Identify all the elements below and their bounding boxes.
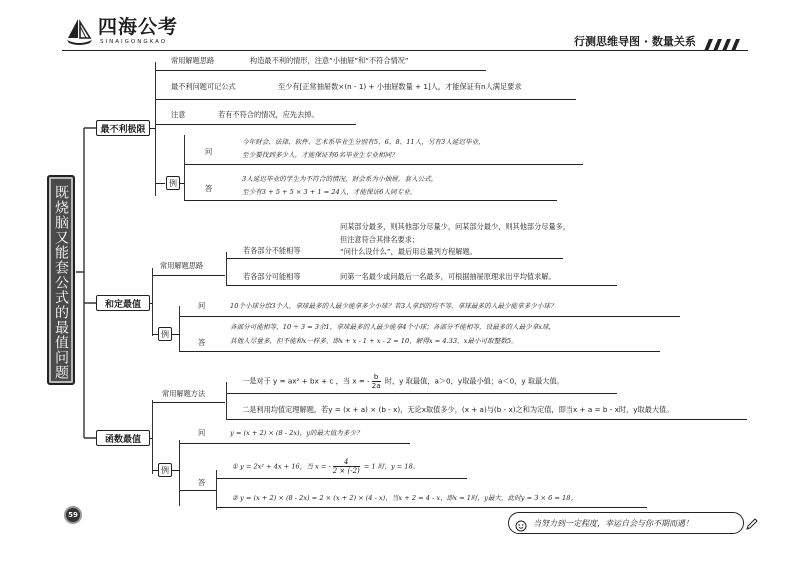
b1-formula-label: 最不利问题可记公式: [171, 82, 236, 91]
b3-answer1-den: 2 × (-2): [332, 467, 360, 475]
b3-answer-label: 答: [198, 478, 206, 487]
b2-thinking-label: 常用解题思路: [160, 261, 204, 270]
b3-answer1-pre: ① y = 2x² + 4x + 16，当 x = -: [232, 462, 331, 471]
b1-thinking-text: 构造最不利的情形，注意“小抽屉”和“不符合情况”: [250, 56, 409, 65]
sidebar-title: 既烧脑又能套公式的最值问题: [53, 185, 69, 380]
b3-answer1-num: 4: [333, 458, 360, 467]
b1-question-line2: 至少要找到多少人，才能保证有6名毕业生专业相同？: [242, 151, 398, 159]
b1-thinking-rule: [156, 70, 486, 71]
b1-answer-line2: 至少有3 + 5 + 5 × 3 + 1 = 24人，才能保证6人同专业。: [242, 188, 417, 196]
b3-method-spine: [226, 382, 227, 420]
b2-case1-rule: [227, 258, 323, 259]
b2-link: [150, 303, 153, 304]
b2-answer-label: 答: [198, 338, 206, 347]
b3-method1-pre: 一是对于 y = ax² + bx + c ，当 x = -: [242, 376, 370, 386]
b1-question-label: 问: [205, 147, 213, 156]
b1-link: [150, 128, 156, 129]
b1-example-spine: [184, 135, 185, 201]
b2-answer-rule: [180, 351, 660, 352]
b2-answer-line2: 其他人尽量多，但不能和x一样多，即x + x - 1 + x - 2 = 10，解得x = 4.33，x最小可取整数5。: [230, 337, 518, 345]
b1-example-tag: 例: [166, 176, 180, 190]
branch-box-worst-case: 最不利极限: [96, 120, 150, 136]
b3-link: [150, 438, 153, 439]
b3-answer2: ② y = (x + 2) × (8 - 2x) = 2 × (x + 2) × (4 - x)，当x + 2 = 4 - x，即x = 1时，y最大，此时y = 3 × 6 = 18。: [232, 494, 578, 502]
b2-thinking-rule: [153, 275, 225, 276]
b1-spine: [155, 62, 156, 196]
b2-answer-line1: 各部分可能相等，10 ÷ 3 = 3余1，拿球最多的人最少能拿4个小球；各部分不能相等，设最多的人最少拿x球，: [230, 323, 556, 331]
b2-question-label: 问: [198, 301, 206, 310]
b1-thinking-label: 常用解题思路: [171, 56, 215, 65]
page-number-badge: [64, 506, 82, 524]
footer-motto: 当努力到一定程度，幸运自会与你不期而遇！: [533, 518, 693, 528]
b1-formula-text: 至少有[正常抽屉数×(n - 1) + 小抽屉数量 + 1]人，才能保证有n人满足要求: [278, 82, 522, 91]
b3-method1-rule: [227, 393, 617, 394]
b1-answer-label: 答: [205, 184, 213, 193]
b3-example-tag: 例: [158, 463, 172, 477]
b1-example-stub: [180, 183, 185, 184]
b3-answer2-rule: [217, 507, 647, 508]
b3-answer1-fraction: [333, 458, 360, 475]
b3-method2-rule: [227, 419, 747, 420]
footer-motto-box: [508, 512, 744, 534]
b3-answer1-rule: [217, 478, 467, 479]
pen-icon: [745, 516, 759, 530]
b2-case2-label: 若各部分可能相等: [243, 272, 301, 281]
section-title: 行测思维导图 · 数量关系: [574, 35, 696, 48]
b2-example-stub: [172, 334, 180, 335]
b2-question-line1: 10个小球分给3个人，拿球最多的人最少能拿多少小球？若3人拿到的均不等，拿球最多的人最少能拿多少小球？: [230, 302, 557, 310]
b3-method1-post: 时，y 取最值，a＞0，y取最小值；a＜0，y 取最大值。: [382, 376, 564, 386]
b1-formula-rule: [156, 99, 576, 100]
b1-note-rule: [156, 124, 356, 125]
smile-icon: [515, 517, 527, 529]
b3-question-label: 问: [198, 428, 206, 437]
b3-method1-fraction: [372, 373, 381, 390]
b3-method1-den: 2a: [371, 382, 381, 390]
b3-question-text: y = (x + 2) × (8 - 2x)，y的最大值为多少？: [230, 429, 363, 437]
branch-box-function-extremum: 函数最值: [96, 430, 150, 446]
header-rule: [62, 50, 748, 51]
b2-spine: [152, 268, 153, 336]
b2-question-rule: [180, 316, 680, 317]
b1-example-link: [156, 183, 165, 184]
b1-note-label: 注意: [171, 110, 186, 119]
b2-case2-text: 问第一名最少或问最后一名最多，可根据抽屉原理求出平均值求解。: [340, 272, 556, 281]
main-connector: [70, 120, 100, 450]
header: [0, 0, 800, 52]
b3-method-label: 常用解题方法: [162, 389, 206, 398]
b3-answer-spine: [216, 470, 217, 510]
b1-note-text: 若有不符合的情况，应先去掉。: [218, 110, 319, 119]
b3-method1: [242, 373, 564, 390]
b1-answer-line1: 3人延迟毕业的学生为不符合的情况，财会系为小抽屉，套入公式，: [242, 175, 438, 183]
b3-method-rule: [153, 402, 225, 403]
b2-case1-text-rule: [323, 258, 563, 259]
b1-answer-rule: [185, 200, 557, 201]
branch-box-fixed-sum: 和定最值: [96, 295, 150, 311]
b3-question-rule: [180, 443, 410, 444]
b2-example-tag: 例: [158, 327, 172, 341]
b3-answer1-post: = 1 时，y = 18。: [361, 462, 420, 471]
b2-case1-line2: 但注意符合其排名要求；: [340, 235, 420, 244]
b3-method2: 二是利用均值定理解题，若y = (x + a) × (b - x)，无论x取值多少，(x + a)与(b - x)之和为定值，即当x + a = b - x时，y取最大值。: [242, 405, 674, 414]
b3-example-spine: [179, 440, 180, 506]
b3-answer-rule: [180, 490, 216, 491]
b3-method1-num: b: [372, 373, 381, 382]
b3-spine: [152, 400, 153, 474]
b2-example-spine: [179, 306, 180, 352]
b2-case1-line3: “问什么设什么”，最后用总量列方程解题。: [340, 247, 477, 256]
header-stripes: [700, 36, 740, 48]
logo-subtitle: SINAIGONGKAO: [100, 39, 168, 45]
logo-text: 四海公考: [98, 16, 179, 38]
b2-case1-label: 若各部分不能相等: [243, 246, 301, 255]
b3-example-stub: [172, 470, 180, 471]
b2-case1-line1: 问某部分最多，则其他部分尽量少，问某部分最少，则其他部分尽量多，: [340, 222, 571, 231]
logo-icon: [64, 16, 94, 46]
b2-case2-rule: [227, 285, 617, 286]
b1-question-line1: 今年财会、法律、软件、艺术系毕业生分别有5、6、8、11人，另有3人延迟毕业，: [242, 138, 485, 146]
b1-question-rule: [185, 164, 583, 165]
b3-answer1: [232, 458, 419, 475]
page-number: 59: [68, 511, 78, 519]
